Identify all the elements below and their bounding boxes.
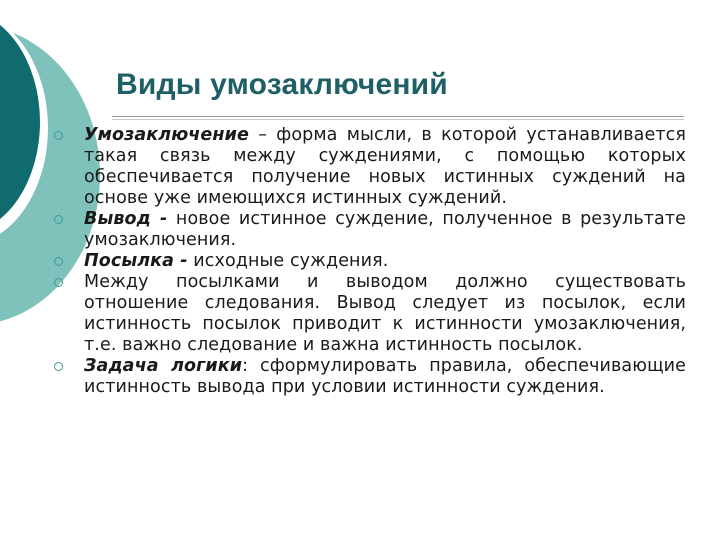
item-text — [84, 272, 686, 356]
item-text — [84, 251, 686, 272]
list-item — [54, 272, 686, 356]
item-body: : сформулировать правила, обеспечивающие истинность вывода при условии истинности суждения. — [84, 356, 686, 397]
hollow-circle-bullet-icon — [54, 215, 63, 224]
hollow-circle-bullet-icon — [54, 362, 63, 371]
item-term: Вывод - — [84, 209, 168, 229]
list-item — [54, 209, 686, 251]
item-body: – форма мысли, в которой устанавливается такая связь между суждениями, с помощью которых обеспечивается получение новых истинных суждений на основе уже имеющихся истинных суждений. — [84, 125, 686, 208]
slide-title: Виды умозаключений — [116, 68, 448, 101]
item-text — [84, 209, 686, 251]
hollow-circle-bullet-icon — [54, 131, 63, 140]
hollow-circle-bullet-icon — [54, 278, 63, 287]
item-text — [84, 125, 686, 209]
item-term: Задача логики — [84, 356, 243, 376]
item-term: Умозаключение — [84, 125, 249, 145]
list-item — [54, 125, 686, 209]
item-term: Посылка - — [84, 251, 188, 271]
hollow-circle-bullet-icon — [54, 257, 63, 266]
list-item — [54, 251, 686, 272]
item-body: новое истинное суждение, полученное в результате умозаключения. — [84, 209, 687, 250]
item-text — [84, 356, 686, 398]
item-body: Между посылками и выводом должно существовать отношение следования. Вывод следует из посылок, если истинность посылок приводит к истинности умозаключения, т.е. важно следование и важна истинность посылок. — [84, 272, 686, 355]
list-item — [54, 356, 686, 398]
item-body: исходные суждения. — [187, 251, 389, 271]
bullet-list — [54, 125, 686, 398]
